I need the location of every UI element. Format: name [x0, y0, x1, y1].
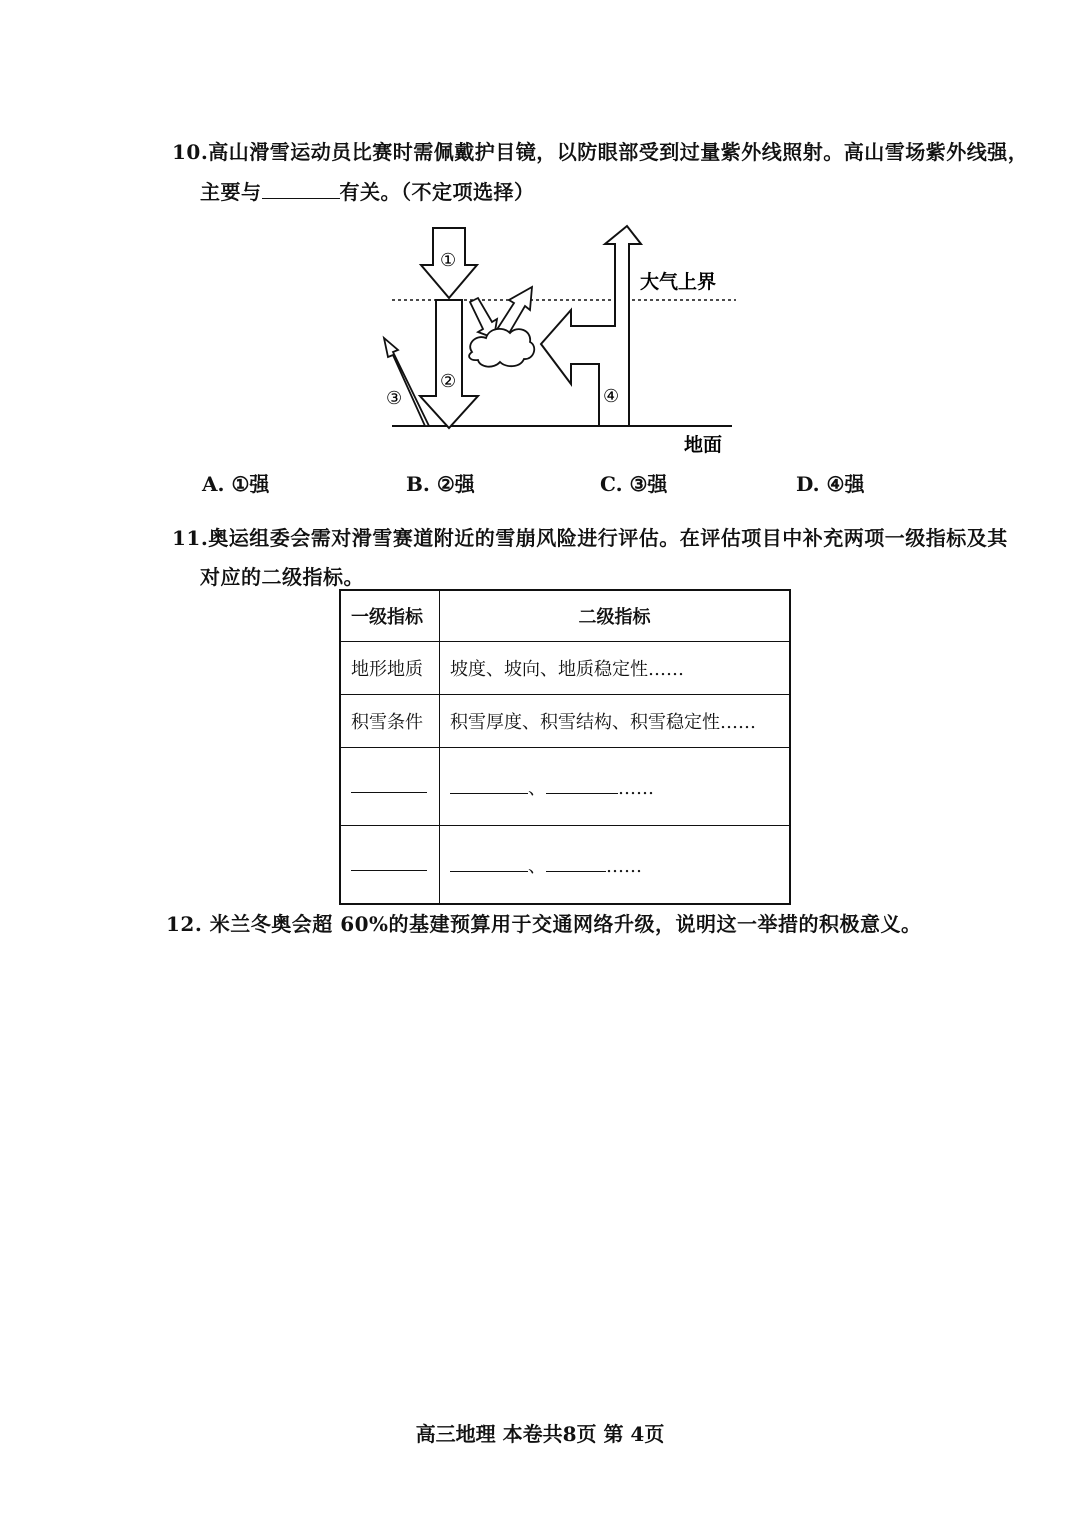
header-second-level: 二级指标	[440, 590, 791, 642]
option-d[interactable]: D. ④强	[796, 472, 865, 496]
blank-separator: 、	[528, 855, 546, 877]
q11-stem-line2: 对应的二级指标。	[200, 565, 364, 589]
blank-second-level[interactable]	[440, 826, 791, 905]
table-row	[340, 695, 790, 748]
q12-stem: 12. 米兰冬奥会超 60%的基建预算用于交通网络升级，说明这一举措的积极意义。	[166, 912, 922, 936]
blank-ellipsis: ……	[606, 855, 642, 877]
blank-separator: 、	[528, 777, 546, 799]
q10-stem-line2	[200, 176, 535, 205]
option-a[interactable]: A. ①强	[202, 472, 270, 496]
blank-first-level[interactable]	[340, 748, 440, 826]
table-row-blank	[340, 748, 790, 826]
cloud-icon	[469, 329, 534, 367]
cell-second-level: 坡度、坡向、地质稳定性……	[440, 642, 791, 695]
q10-stem-line1: 10.高山滑雪运动员比赛时需佩戴护目镜，以防眼部受到过量紫外线照射。高山雪场紫外线强，	[172, 140, 1029, 164]
arrow-2-icon	[420, 300, 478, 428]
answer-line[interactable]	[546, 777, 618, 794]
answer-line[interactable]	[351, 854, 427, 871]
answer-line[interactable]	[546, 855, 606, 872]
label-4: ④	[603, 386, 620, 407]
table-header-row	[340, 590, 790, 642]
ground-label: 地面	[684, 434, 723, 456]
atmosphere-label: 大气上界	[640, 271, 717, 293]
table-row	[340, 642, 790, 695]
cell-first-level: 积雪条件	[340, 695, 440, 748]
arrow-4-icon	[541, 226, 641, 426]
option-b[interactable]: B. ②强	[406, 472, 475, 496]
label-1: ①	[440, 250, 457, 271]
blank-ellipsis: ……	[618, 777, 654, 799]
label-3: ③	[386, 388, 403, 409]
answer-line[interactable]	[351, 776, 427, 793]
answer-line[interactable]	[450, 777, 528, 794]
table-row-blank	[340, 826, 790, 905]
radiation-diagram	[360, 215, 760, 465]
option-c[interactable]: C. ③强	[600, 472, 668, 496]
page-footer: 高三地理 本卷共8页 第 4页	[415, 1422, 665, 1446]
q11-stem-line1: 11.奥运组委会需对滑雪赛道附近的雪崩风险进行评估。在评估项目中补充两项一级指标及其	[172, 526, 1008, 550]
label-2: ②	[440, 371, 457, 392]
answer-line[interactable]	[450, 855, 528, 872]
cell-second-level: 积雪厚度、积雪结构、积雪稳定性……	[440, 695, 791, 748]
q10-answer-blank[interactable]	[262, 180, 340, 199]
q10-stem-post: 有关。（不定项选择）	[339, 180, 535, 204]
cell-first-level: 地形地质	[340, 642, 440, 695]
q10-stem-pre: 主要与	[200, 180, 262, 204]
arrow-3-icon	[384, 338, 429, 426]
indicator-table	[339, 589, 791, 905]
blank-second-level[interactable]	[440, 748, 791, 826]
blank-first-level[interactable]	[340, 826, 440, 905]
header-first-level: 一级指标	[340, 590, 440, 642]
